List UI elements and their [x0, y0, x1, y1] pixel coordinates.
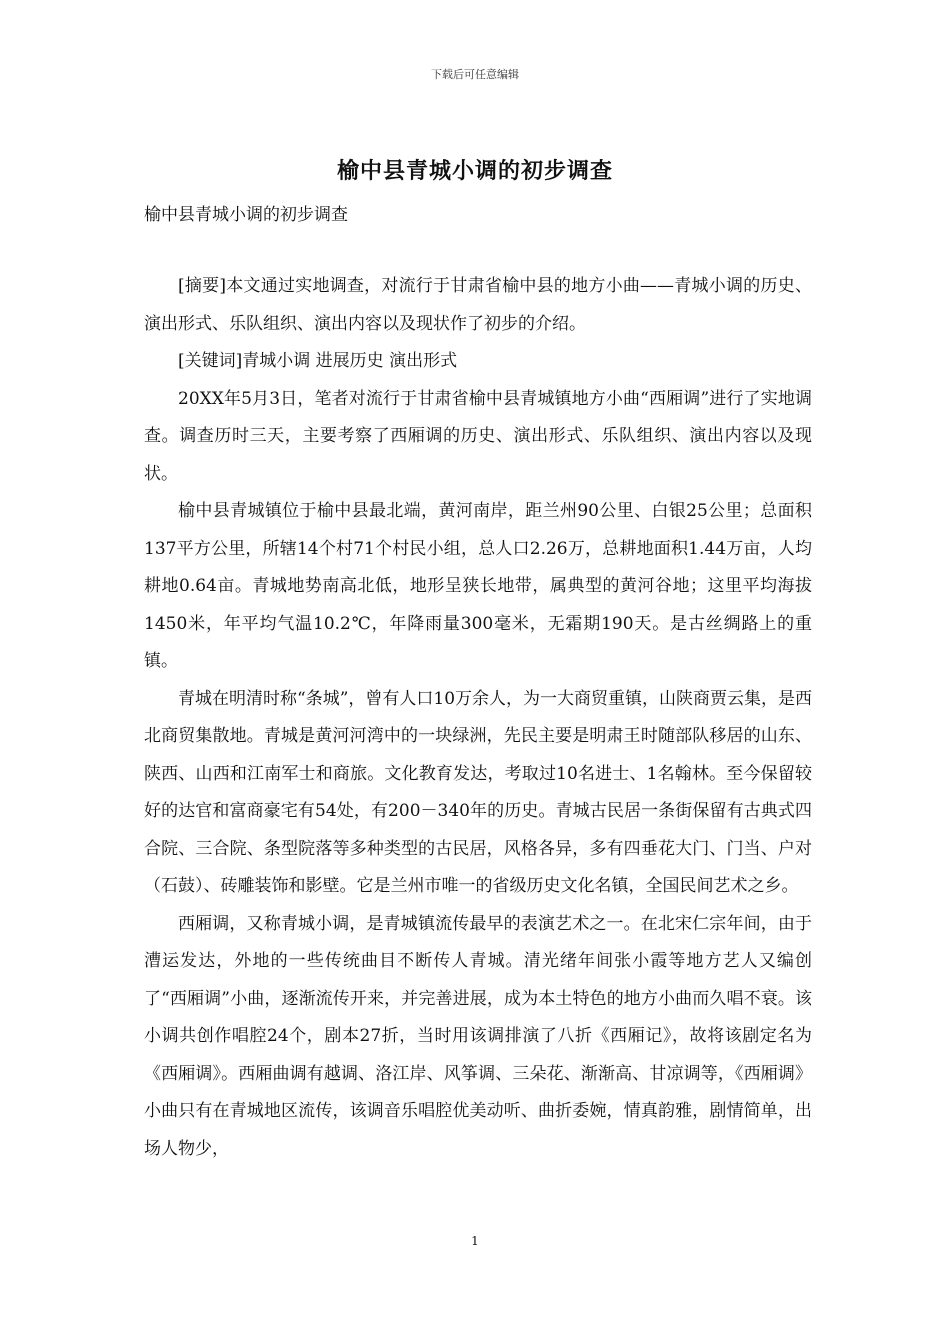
- document-subtitle: 榆中县青城小调的初步调查: [144, 205, 348, 225]
- body-paragraph: 青城在明清时称“条城”，曾有人口10万余人，为一大商贸重镇，山陕商贾云集，是西北商贸集散地。青城是黄河河湾中的一块绿洲，先民主要是明肃王时随部队移居的山东、陕西、山西和江南军士和商旅。文化教育发达，考取过10名进士、1名翰林。至今保留较好的达官和富商豪宅有54处，有200－340年的历史。青城古民居一条街保留有古典式四合院、三合院、条型院落等多种类型的古民居，风格各异，多有四垂花大门、门当、户对（石鼓）、砖雕装饰和影壁。它是兰州市唯一的省级历史文化名镇，全国民间艺术之乡。: [144, 688, 813, 896]
- keywords-paragraph: [关键词]青城小调 进展历史 演出形式: [178, 351, 458, 371]
- abstract-paragraph: [摘要]本文通过实地调查，对流行于甘肃省榆中县的地方小曲——青城小调的历史、演出形式、乐队组织、演出内容以及现状作了初步的介绍。: [144, 276, 812, 334]
- body-paragraph: 榆中县青城镇位于榆中县最北端，黄河南岸，距兰州90公里、白银25公里；总面积137平方公里，所辖14个村71个村民小组，总人口2.26万，总耕地面积1.44万亩，人均耕地0.64亩。青城地势南高北低，地形呈狭长地带，属典型的黄河谷地；这里平均海拔1450米，年平均气温10.2℃，年降雨量300毫米，无霜期190天。是古丝绸路上的重镇。: [144, 501, 812, 671]
- document-body: [144, 268, 812, 1168]
- document-title: 榆中县青城小调的初步调查: [336, 158, 613, 184]
- page-number: 1: [471, 1234, 479, 1248]
- body-paragraph: 20XX年5月3日，笔者对流行于甘肃省榆中县青城镇地方小曲“西厢调”进行了实地调查。调查历时三天，主要考察了西厢调的历史、演出形式、乐队组织、演出内容以及现状。: [144, 388, 812, 484]
- page-header-note: 下载后可任意编辑: [431, 68, 519, 81]
- body-paragraph: 西厢调，又称青城小调，是青城镇流传最早的表演艺术之一。在北宋仁宗年间，由于漕运发达，外地的一些传统曲目不断传人青城。清光绪年间张小霞等地方艺人又编创了“西厢调”小曲，逐渐流传开来，并完善进展，成为本土特色的地方小曲而久唱不衰。该小调共创作唱腔24个，剧本27折，当时用该调排演了八折《西厢记》，故将该剧定名为《西厢调》。西厢曲调有越调、洛江岸、风筝调、三朵花、渐渐高、甘凉调等，《西厢调》小曲只有在青城地区流传，该调音乐唱腔优美动听、曲折委婉，情真韵雅，剧情简单，出场人物少，: [144, 913, 812, 1159]
